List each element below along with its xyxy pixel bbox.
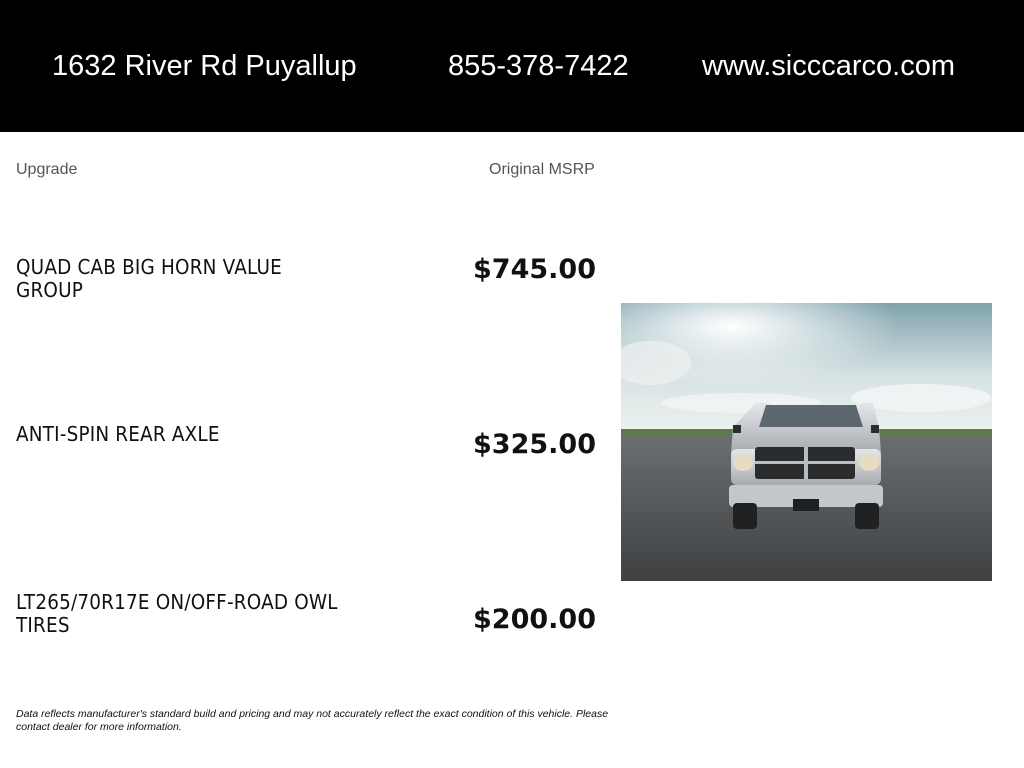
upgrade-price: $745.00 bbox=[473, 254, 596, 285]
dealer-header bbox=[0, 0, 1024, 132]
upgrade-price: $325.00 bbox=[473, 429, 596, 460]
upgrade-price: $200.00 bbox=[473, 604, 596, 635]
upgrade-name: LT265/70R17E ON/OFF-ROAD OWL TIRES bbox=[16, 590, 338, 637]
vehicle-photo bbox=[621, 303, 992, 581]
dealer-address: 1632 River Rd Puyallup bbox=[52, 50, 357, 82]
upgrade-name: ANTI-SPIN REAR AXLE bbox=[16, 422, 220, 446]
upgrade-column-header: Upgrade bbox=[16, 161, 78, 178]
dealer-website[interactable]: www.sicccarco.com bbox=[702, 50, 955, 82]
disclaimer-text: Data reflects manufacturer's standard build and pricing and may not accurately reflect the exact condition of this vehicle. Please contact dealer for more information. bbox=[16, 708, 609, 733]
upgrade-name: QUAD CAB BIG HORN VALUE GROUP bbox=[16, 255, 282, 302]
msrp-column-header: Original MSRP bbox=[489, 161, 595, 178]
dealer-phone[interactable]: 855-378-7422 bbox=[448, 50, 629, 82]
